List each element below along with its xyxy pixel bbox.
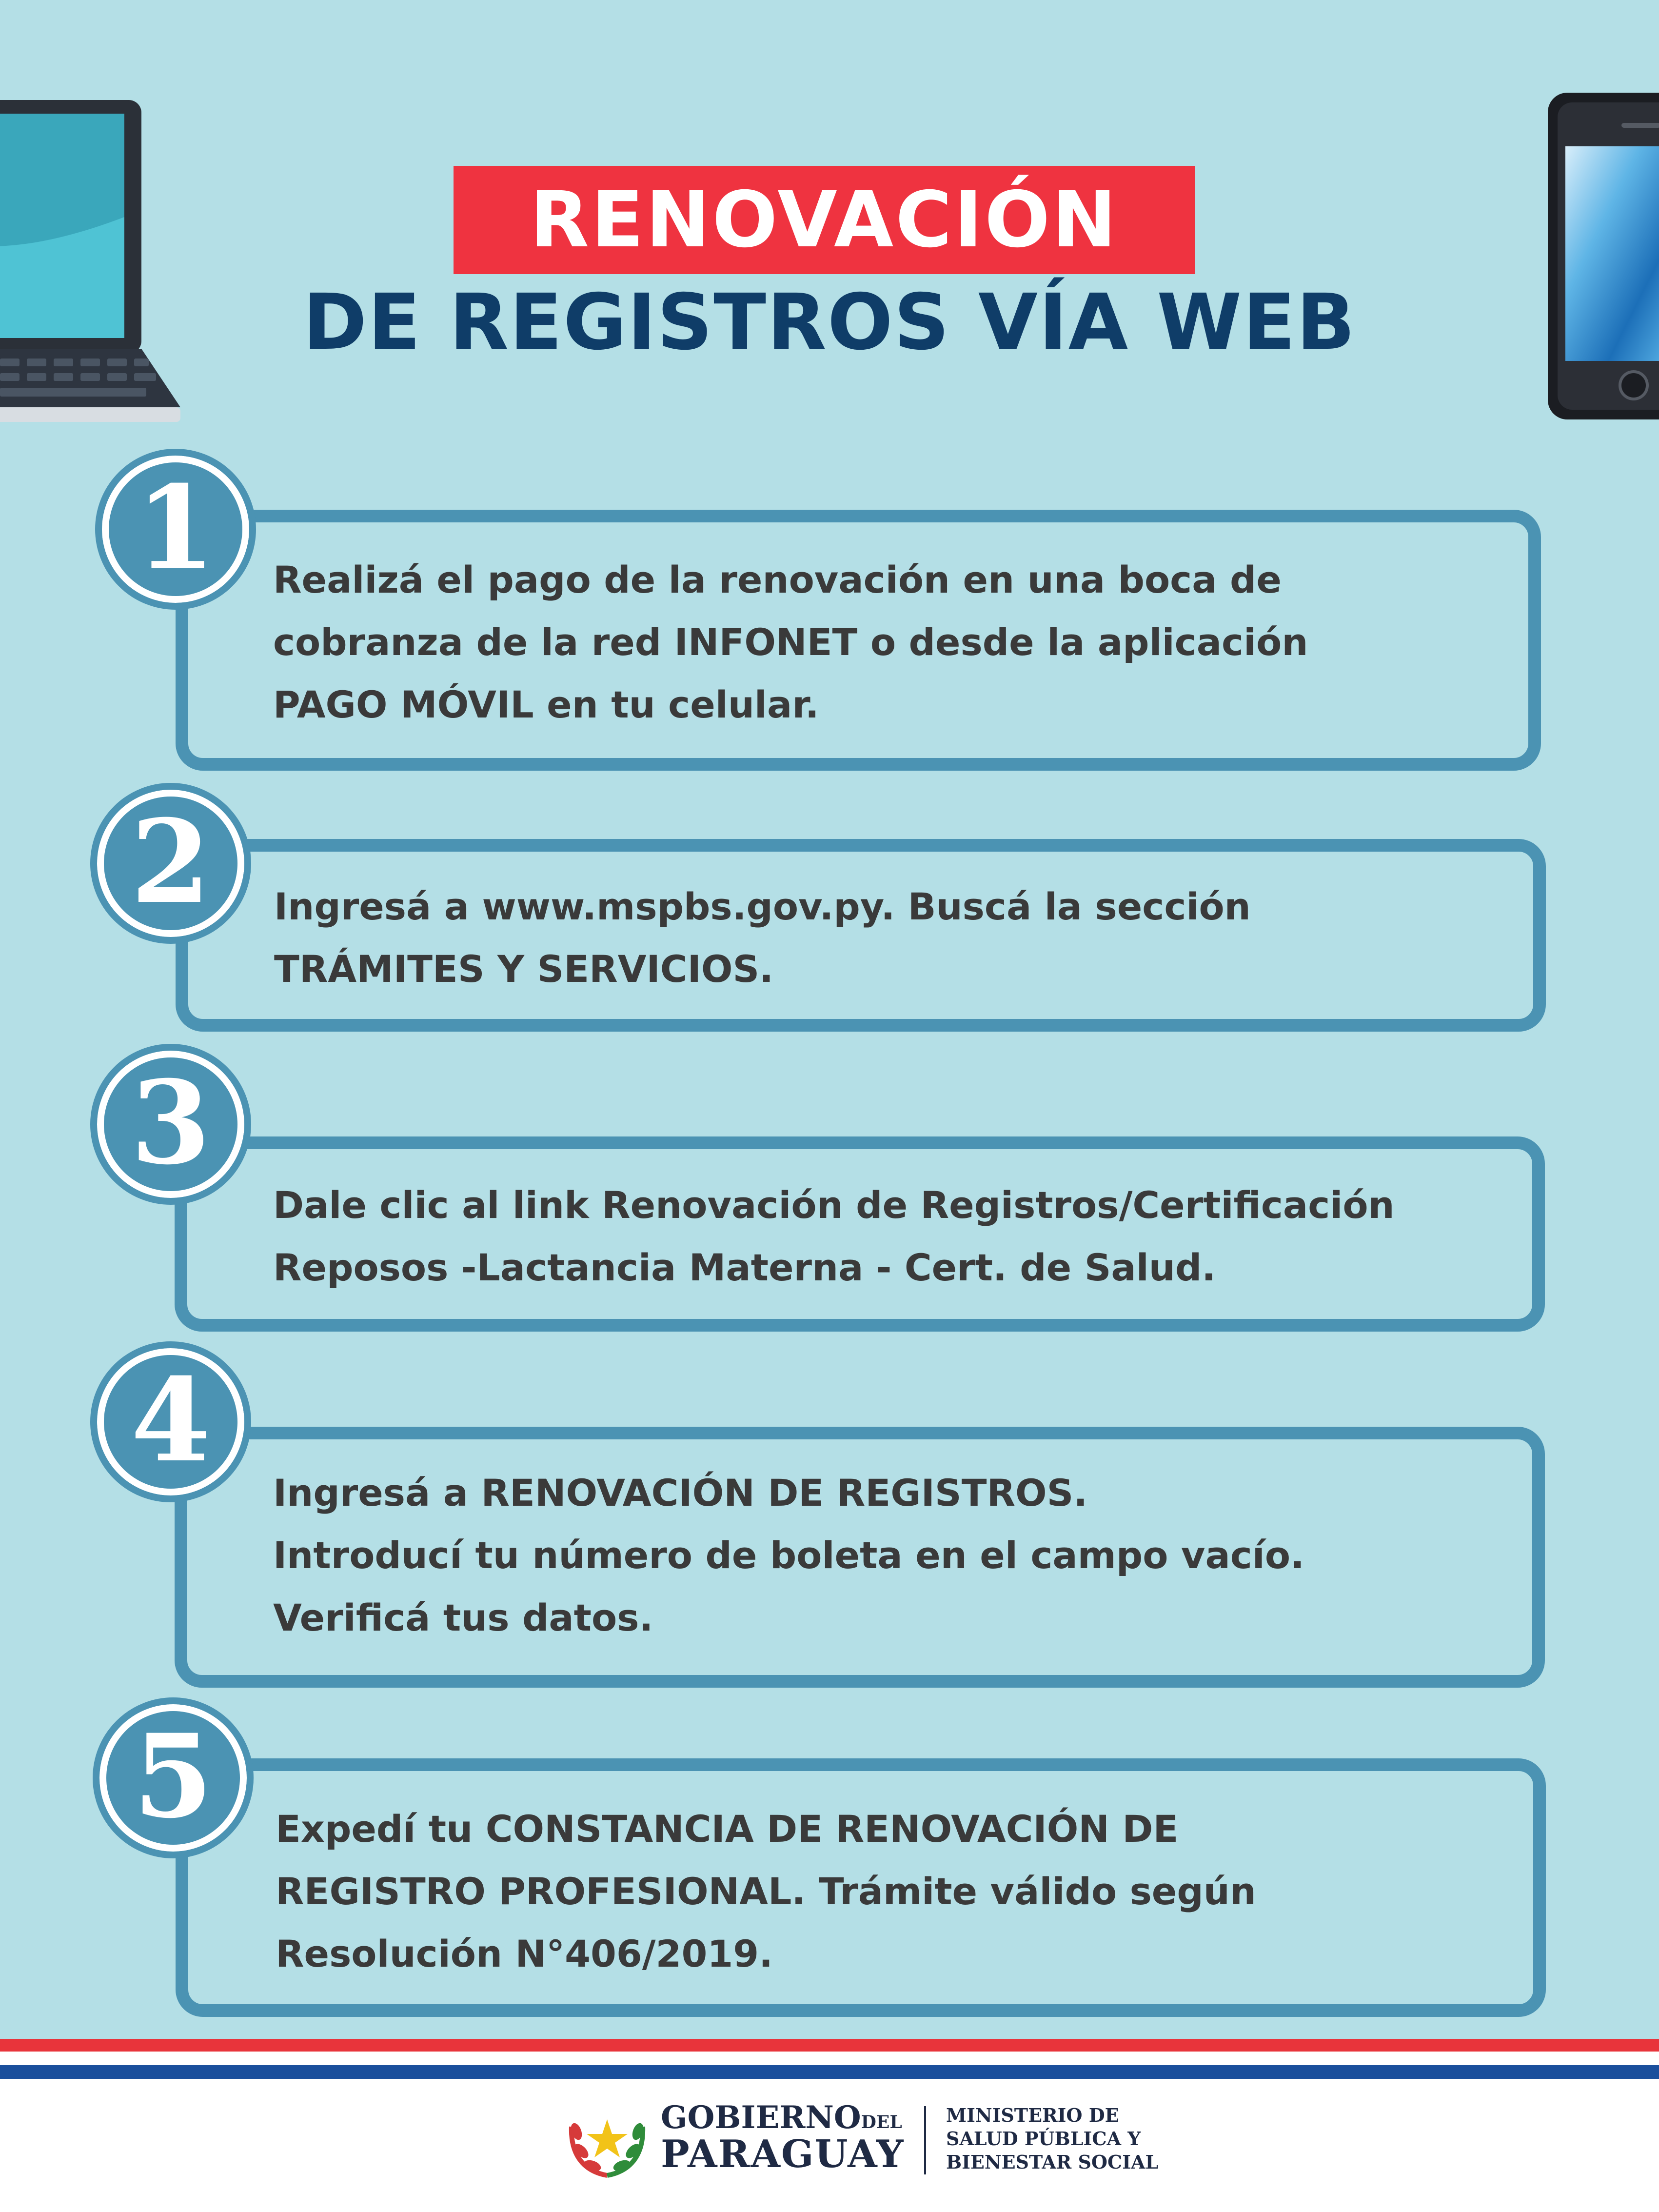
step-4-line-2: Introducí tu número de boleta en el campo vacío. bbox=[273, 1534, 1304, 1577]
step-3-number: 3 bbox=[131, 1055, 211, 1190]
step-3-line-1: Dale clic al link Renovación de Registros/Certificación bbox=[273, 1183, 1395, 1227]
gov-del: DEL bbox=[861, 2112, 902, 2132]
step-5-line-3: Resolución N°406/2019. bbox=[276, 1932, 773, 1975]
step-1-number: 1 bbox=[136, 460, 216, 595]
step-5-number: 5 bbox=[133, 1709, 213, 1844]
step-2-text bbox=[274, 876, 1251, 1000]
step-2-line-2: TRÁMITES Y SERVICIOS. bbox=[274, 947, 774, 991]
gov-name-line-1 bbox=[661, 2099, 902, 2136]
step-3-number-badge bbox=[90, 1044, 251, 1205]
step-4-number: 4 bbox=[131, 1353, 211, 1488]
step-1-line-3: PAGO MÓVIL en tu celular. bbox=[273, 683, 819, 726]
step-5-text bbox=[276, 1798, 1256, 1985]
step-5-line-2: REGISTRO PROFESIONAL. Trámite válido según bbox=[276, 1870, 1256, 1913]
smartphone-icon bbox=[1546, 93, 1659, 424]
laptop-icon bbox=[0, 100, 185, 427]
ministry-line-2: SALUD PÚBLICA Y bbox=[946, 2128, 1141, 2150]
page-title: RENOVACIÓN bbox=[530, 175, 1119, 265]
step-3-line-2: Reposos -Lactancia Materna - Cert. de Salud. bbox=[273, 1246, 1216, 1289]
flag-stripe-red bbox=[0, 2039, 1659, 2052]
step-5-number-badge bbox=[93, 1697, 254, 1858]
step-4-number-badge bbox=[90, 1341, 251, 1502]
ministry-line-3: BIENESTAR SOCIAL bbox=[946, 2151, 1159, 2173]
footer-divider bbox=[924, 2106, 926, 2174]
title-banner bbox=[454, 166, 1195, 274]
gov-name-line-2: PARAGUAY bbox=[661, 2132, 905, 2176]
step-3-text bbox=[273, 1174, 1395, 1299]
step-4-text bbox=[273, 1462, 1304, 1649]
step-1-text bbox=[273, 549, 1308, 736]
ministry-line-1: MINISTERIO DE bbox=[946, 2104, 1119, 2126]
step-1-line-2: cobranza de la red INFONET o desde la aplicación bbox=[273, 620, 1308, 664]
step-2-number: 2 bbox=[131, 794, 211, 929]
step-4-line-1: Ingresá a RENOVACIÓN DE REGISTROS. bbox=[273, 1471, 1088, 1515]
gov-gobierno: GOBIERNO bbox=[661, 2099, 861, 2136]
step-4-line-3: Verificá tus datos. bbox=[273, 1596, 653, 1639]
page-subtitle: DE REGISTROS VÍA WEB bbox=[303, 278, 1356, 367]
coat-of-arms-icon bbox=[566, 2097, 649, 2180]
step-1-line-1: Realizá el pago de la renovación en una boca de bbox=[273, 558, 1282, 601]
step-2-number-badge bbox=[90, 783, 251, 944]
step-1-number-badge bbox=[95, 449, 256, 610]
flag-stripe-white bbox=[0, 2052, 1659, 2065]
step-2-line-1: Ingresá a www.mspbs.gov.py. Buscá la sección bbox=[274, 885, 1251, 928]
flag-stripe-blue bbox=[0, 2065, 1659, 2079]
step-5-line-1: Expedí tu CONSTANCIA DE RENOVACIÓN DE bbox=[276, 1807, 1179, 1851]
